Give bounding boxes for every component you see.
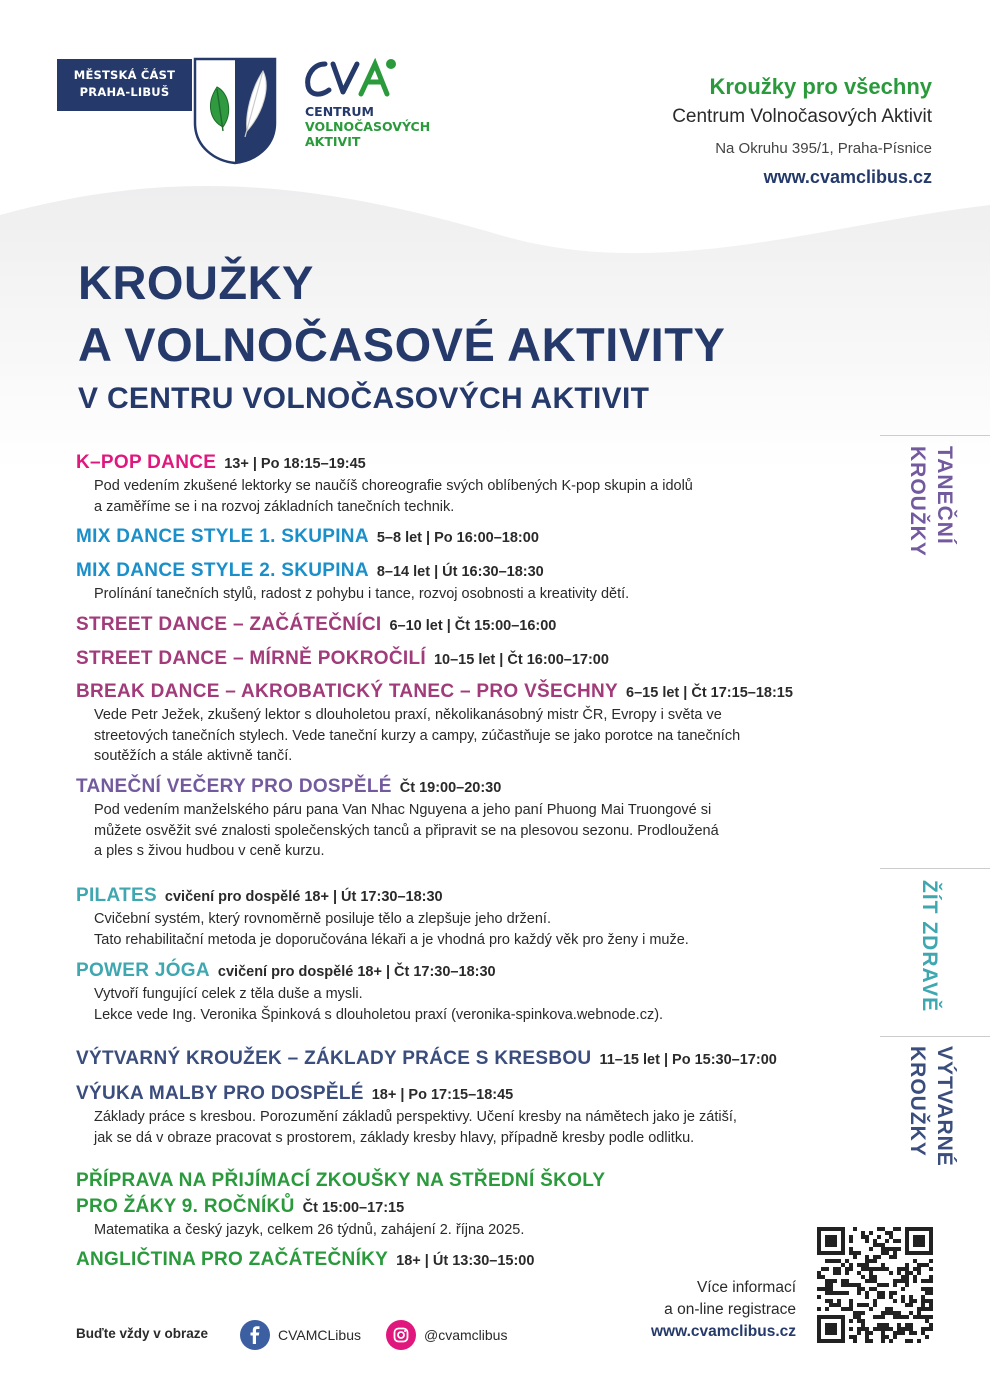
activity-name: PŘÍPRAVA NA PŘIJÍMACÍ ZKOUŠKY NA STŘEDNÍ ŠKOLY	[76, 1170, 606, 1191]
activity-schedule: cvičení pro dospělé 18+ | Čt 17:30–18:30	[217, 964, 496, 980]
activity-schedule: 6–15 let | Čt 17:15–18:15	[626, 685, 793, 701]
activity-schedule: Čt 19:00–20:30	[399, 780, 502, 796]
title-line-2: A VOLNOČASOVÉ AKTIVITY	[78, 318, 726, 371]
category-label-health	[916, 880, 943, 1012]
facebook-handle: CVAMCLibus	[278, 1327, 361, 1343]
instagram-link[interactable]	[386, 1320, 507, 1350]
district-badge-line: MĚSTSKÁ ČÁST	[73, 68, 176, 82]
page-title	[78, 252, 725, 422]
cva-logo-mark	[303, 56, 403, 100]
activity-name: MIX DANCE STYLE 2. SKUPINA	[76, 560, 369, 581]
title-line-1: KROUŽKY	[78, 256, 314, 309]
district-badge	[57, 59, 192, 111]
activity-name: ANGLIČTINA PRO ZAČÁTEČNÍKY	[76, 1249, 389, 1270]
activity-heading	[76, 560, 629, 582]
qr-code-icon[interactable]	[817, 1227, 933, 1343]
activity-description	[76, 984, 663, 1025]
activity-heading	[76, 681, 793, 703]
activity-schedule: cvičení pro dospělé 18+ | Út 17:30–18:30	[164, 889, 443, 905]
category-label-line: KROUŽKY	[906, 1046, 929, 1157]
activity-heading	[76, 885, 689, 907]
activity-entry	[76, 1170, 605, 1192]
activity-heading	[76, 1196, 524, 1218]
activity-schedule: 11–15 let | Po 15:30–17:00	[599, 1052, 777, 1068]
description-line: Vede Petr Ježek, zkušený lektor s dlouholetou praxí, několikanásobný mistr ČR, Evropy i světa ve	[94, 707, 722, 723]
activity-heading	[76, 648, 609, 670]
category-divider	[880, 435, 990, 436]
activity-schedule: 18+ | Po 17:15–18:45	[371, 1087, 514, 1103]
more-info-line: Více informací	[696, 1279, 796, 1296]
activity-entry	[76, 776, 719, 862]
title-line-3: V CENTRU VOLNOČASOVÝCH AKTIVIT	[78, 382, 650, 415]
category-label-line: TANEČNÍ	[933, 446, 956, 545]
activity-heading	[76, 1249, 534, 1271]
cva-name-line: AKTIVIT	[305, 134, 361, 149]
description-line: a ples s živou hudbou v ceně kurzu.	[94, 843, 325, 859]
registration-link[interactable]: www.cvamclibus.cz	[650, 1323, 796, 1340]
activity-name: VÝUKA MALBY PRO DOSPĚLÉ	[76, 1083, 364, 1104]
activity-heading	[76, 526, 539, 548]
activity-schedule: 8–14 let | Út 16:30–18:30	[376, 564, 544, 580]
activity-schedule: 13+ | Po 18:15–19:45	[224, 456, 366, 472]
activity-entry	[76, 960, 663, 1025]
category-label-line: VÝTVARNÉ	[933, 1046, 956, 1167]
activity-description	[76, 1220, 524, 1241]
activity-description	[76, 705, 793, 767]
activity-entry	[76, 1083, 737, 1148]
activity-heading	[76, 614, 556, 636]
activity-description	[76, 476, 693, 517]
registration-info	[651, 1277, 796, 1343]
description-line: Pod vedením manželského páru pana Van Nhac Nguyena a jeho paní Phuong Mai Truongové si	[94, 802, 712, 818]
activity-heading	[76, 960, 663, 982]
activity-name: POWER JÓGA	[76, 960, 210, 981]
facebook-link[interactable]	[240, 1320, 361, 1350]
category-label-dance	[904, 446, 958, 557]
category-labels	[880, 0, 990, 1400]
activity-description	[76, 584, 629, 605]
activity-schedule: 10–15 let | Čt 16:00–17:00	[433, 652, 609, 668]
stay-informed-label: Buďte vždy v obraze	[76, 1326, 208, 1341]
activity-entry	[76, 1196, 524, 1241]
activity-heading	[76, 1083, 737, 1105]
activity-name: TANEČNÍ VEČERY PRO DOSPĚLÉ	[76, 776, 392, 797]
activity-entry	[76, 452, 693, 517]
district-badge-line: PRAHA-LIBUŠ	[79, 85, 170, 99]
activity-entry	[76, 560, 629, 605]
description-line: Cvičební systém, který rovnoměrně posiluje tělo a zlepšuje jeho držení.	[94, 911, 551, 927]
category-divider	[880, 868, 990, 869]
activity-schedule: Čt 15:00–17:15	[302, 1200, 405, 1216]
activity-name: STREET DANCE – ZAČÁTEČNÍCI	[76, 614, 382, 635]
description-line: Vytvoří fungující celek z těla duše a mysli.	[94, 986, 363, 1002]
cva-name-line: CENTRUM	[305, 104, 374, 119]
cva-logo-text	[305, 104, 430, 149]
activity-name: PILATES	[76, 885, 157, 906]
activity-description	[76, 1107, 737, 1148]
activity-name: VÝTVARNÝ KROUŽEK – ZÁKLADY PRÁCE S KRESBOU	[76, 1048, 592, 1069]
activity-entry	[76, 614, 556, 636]
more-info-line: a on-line registrace	[664, 1301, 796, 1318]
description-line: a zaměříme se i na rozvoj základních tanečních technik.	[94, 498, 455, 515]
address: Na Okruhu 395/1, Praha-Písnice	[715, 140, 932, 157]
tagline: Kroužky pro všechny	[709, 74, 932, 99]
instagram-icon	[386, 1320, 416, 1350]
activity-name: BREAK DANCE – AKROBATICKÝ TANEC – PRO VŠECHNY	[76, 681, 619, 702]
category-label-line: ŽÍT ZDRAVĚ	[918, 880, 941, 1013]
category-divider	[880, 1036, 990, 1037]
category-label-line: KROUŽKY	[906, 446, 929, 557]
cva-name-line: VOLNOČASOVÝCH	[305, 119, 431, 134]
cva-logo	[303, 56, 463, 166]
description-line: soutěžích a stále aktivně tančí.	[94, 748, 293, 764]
description-line: jak se dá v obraze pracovat s prostorem, základy kresby hlavy, případně kresby podle odlitku.	[94, 1129, 695, 1146]
activity-schedule: 5–8 let | Po 16:00–18:00	[376, 530, 539, 546]
organization-name: Centrum Volnočasových Aktivit	[672, 106, 932, 127]
instagram-handle: @cvamclibus	[424, 1327, 508, 1343]
activity-heading	[76, 1170, 605, 1192]
activity-heading	[76, 1048, 777, 1070]
description-line: Matematika a český jazyk, celkem 26 týdnů, zahájení 2. října 2025.	[94, 1222, 525, 1238]
category-label-art	[904, 1046, 958, 1167]
activity-entry	[76, 648, 609, 670]
description-line: Základy práce s kresbou. Porozumění základů perspektivy. Učení kresby na námětech jako je zátiší,	[94, 1109, 737, 1125]
activity-description	[76, 800, 719, 862]
activity-entry	[76, 1048, 777, 1070]
activity-heading	[76, 452, 693, 474]
activity-name: STREET DANCE – MÍRNĚ POKROČILÍ	[76, 648, 426, 669]
description-line: můžete osvěžit své znalosti společenských tanců a připravit se na plesovou sezonu. Prodloužená	[94, 822, 719, 839]
activity-description	[76, 909, 689, 950]
activity-name: MIX DANCE STYLE 1. SKUPINA	[76, 526, 369, 547]
activity-name: PRO ŽÁKY 9. ROČNÍKŮ	[76, 1196, 295, 1217]
website-link[interactable]: www.cvamclibus.cz	[763, 167, 932, 187]
description-line: Prolínání tanečních stylů, radost z pohybu i tance, rozvoj osobnosti a kreativity dětí.	[94, 586, 630, 602]
activity-schedule: 18+ | Út 13:30–15:00	[396, 1253, 535, 1269]
activity-name: K–POP DANCE	[76, 452, 217, 473]
description-line: streetových tanečních stylech. Vede taneční kurzy a campy, zúčastňuje se jako porotce na tanečních	[94, 727, 741, 744]
facebook-icon	[240, 1320, 270, 1350]
description-line: Lekce vede Ing. Veronika Špinková s dlouholetou praxí (veronika-spinkova.webnode.cz).	[94, 1006, 664, 1023]
activity-entry	[76, 681, 793, 767]
activity-schedule: 6–10 let | Čt 15:00–16:00	[389, 618, 557, 634]
activity-entry	[76, 526, 539, 548]
district-crest-icon	[193, 57, 277, 165]
activity-entry	[76, 885, 689, 950]
activity-heading	[76, 776, 719, 798]
description-line: Tato rehabilitační metoda je doporučována lékaři a je vhodná pro každý věk pro ženy i muže.	[94, 931, 689, 948]
activity-entry	[76, 1249, 534, 1271]
description-line: Pod vedením zkušené lektorky se naučíš choreografie svých oblíbených K-pop skupin a idolů	[94, 478, 693, 494]
